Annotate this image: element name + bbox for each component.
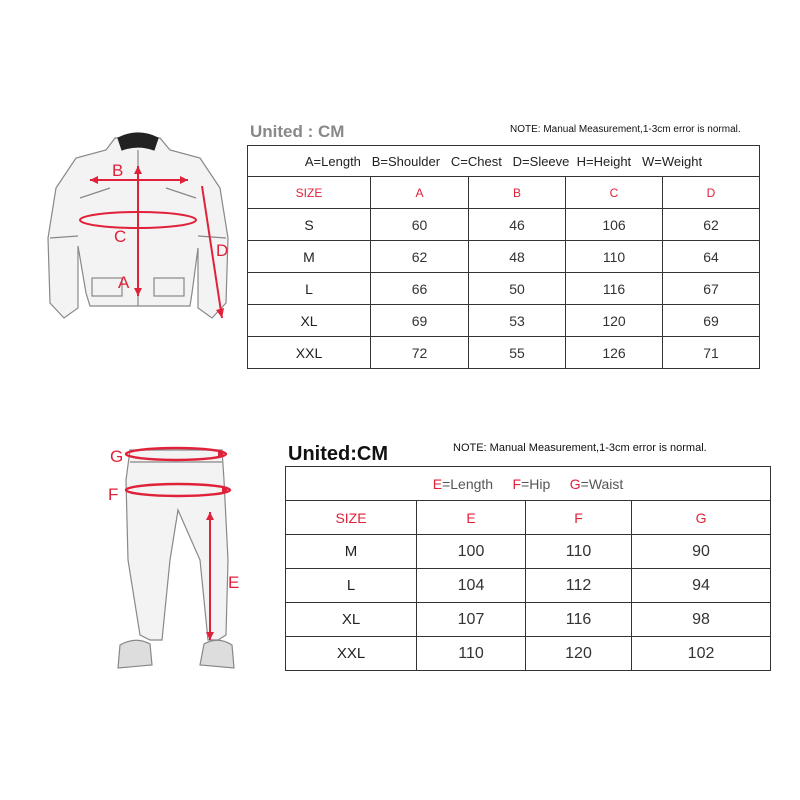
- legend-f-letter: F: [512, 475, 522, 492]
- value-cell: 110: [417, 637, 526, 671]
- size-cell: XL: [248, 305, 371, 337]
- label-a: A: [118, 273, 130, 292]
- table-row: [248, 273, 760, 305]
- legend-e-text: =Length: [442, 475, 494, 492]
- jacket-note: NOTE: Manual Measurement,1-3cm error is normal.: [510, 124, 741, 135]
- value-cell: 48: [469, 241, 566, 273]
- value-cell: 50: [469, 273, 566, 305]
- pants-legend: [286, 467, 771, 501]
- value-cell: 120: [526, 637, 632, 671]
- value-cell: 107: [417, 603, 526, 637]
- legend-g-text: =Waist: [580, 475, 624, 492]
- value-cell: 62: [663, 209, 760, 241]
- value-cell: 64: [663, 241, 760, 273]
- value-cell: 112: [526, 569, 632, 603]
- jacket-col-d: D: [663, 177, 760, 209]
- value-cell: 126: [566, 337, 663, 369]
- label-c: C: [114, 227, 127, 246]
- value-cell: 53: [469, 305, 566, 337]
- size-cell: XXL: [248, 337, 371, 369]
- table-row: [286, 603, 771, 637]
- value-cell: 110: [566, 241, 663, 273]
- table-row: [286, 569, 771, 603]
- jacket-col-c: C: [566, 177, 663, 209]
- table-row: [248, 241, 760, 273]
- legend-e-letter: E: [432, 475, 443, 492]
- table-row: [248, 305, 760, 337]
- pants-size-table: [285, 466, 771, 671]
- value-cell: 116: [526, 603, 632, 637]
- size-cell: XL: [286, 603, 417, 637]
- pants-diagram: [100, 440, 250, 680]
- value-cell: 69: [663, 305, 760, 337]
- value-cell: 66: [371, 273, 469, 305]
- table-row: [248, 209, 760, 241]
- label-e: E: [228, 573, 240, 592]
- jacket-col-b: B: [469, 177, 566, 209]
- value-cell: 116: [566, 273, 663, 305]
- jacket-col-size: SIZE: [248, 177, 371, 209]
- pants-legend-row: [286, 467, 771, 501]
- pants-col-g: G: [632, 501, 771, 535]
- pants-unit-title: United:CM: [288, 443, 388, 465]
- value-cell: 60: [371, 209, 469, 241]
- pants-header-row: [286, 501, 771, 535]
- size-cell: S: [248, 209, 371, 241]
- pants-note: NOTE: Manual Measurement,1-3cm error is normal.: [453, 442, 707, 454]
- value-cell: 110: [526, 535, 632, 569]
- pants-col-size: SIZE: [286, 501, 417, 535]
- size-cell: M: [286, 535, 417, 569]
- value-cell: 106: [566, 209, 663, 241]
- pants-illustration: [118, 450, 234, 668]
- value-cell: 67: [663, 273, 760, 305]
- size-cell: M: [248, 241, 371, 273]
- value-cell: 98: [632, 603, 771, 637]
- legend-f-text: =Hip: [521, 475, 551, 492]
- value-cell: 71: [663, 337, 760, 369]
- table-row: [286, 535, 771, 569]
- jacket-legend-row: [248, 146, 760, 177]
- jacket-col-a: A: [371, 177, 469, 209]
- value-cell: 102: [632, 637, 771, 671]
- jacket-diagram: [20, 128, 250, 338]
- value-cell: 94: [632, 569, 771, 603]
- jacket-size-table: [247, 145, 760, 369]
- table-row: [286, 637, 771, 671]
- size-cell: L: [248, 273, 371, 305]
- value-cell: 72: [371, 337, 469, 369]
- value-cell: 46: [469, 209, 566, 241]
- value-cell: 100: [417, 535, 526, 569]
- label-b: B: [112, 161, 124, 180]
- value-cell: 62: [371, 241, 469, 273]
- label-f: F: [108, 485, 119, 504]
- legend-g-letter: G: [569, 475, 581, 492]
- value-cell: 120: [566, 305, 663, 337]
- size-cell: L: [286, 569, 417, 603]
- pants-col-f: F: [526, 501, 632, 535]
- size-cell: XXL: [286, 637, 417, 671]
- value-cell: 90: [632, 535, 771, 569]
- jacket-legend: A=Length B=Shoulder C=Chest D=Sleeve H=Height W=Weight: [248, 146, 760, 177]
- value-cell: 55: [469, 337, 566, 369]
- jacket-header-row: [248, 177, 760, 209]
- value-cell: 69: [371, 305, 469, 337]
- value-cell: 104: [417, 569, 526, 603]
- label-d: D: [216, 241, 229, 260]
- table-row: [248, 337, 760, 369]
- pants-col-e: E: [417, 501, 526, 535]
- jacket-unit-title: United : CM: [250, 122, 345, 141]
- label-g: G: [110, 447, 124, 466]
